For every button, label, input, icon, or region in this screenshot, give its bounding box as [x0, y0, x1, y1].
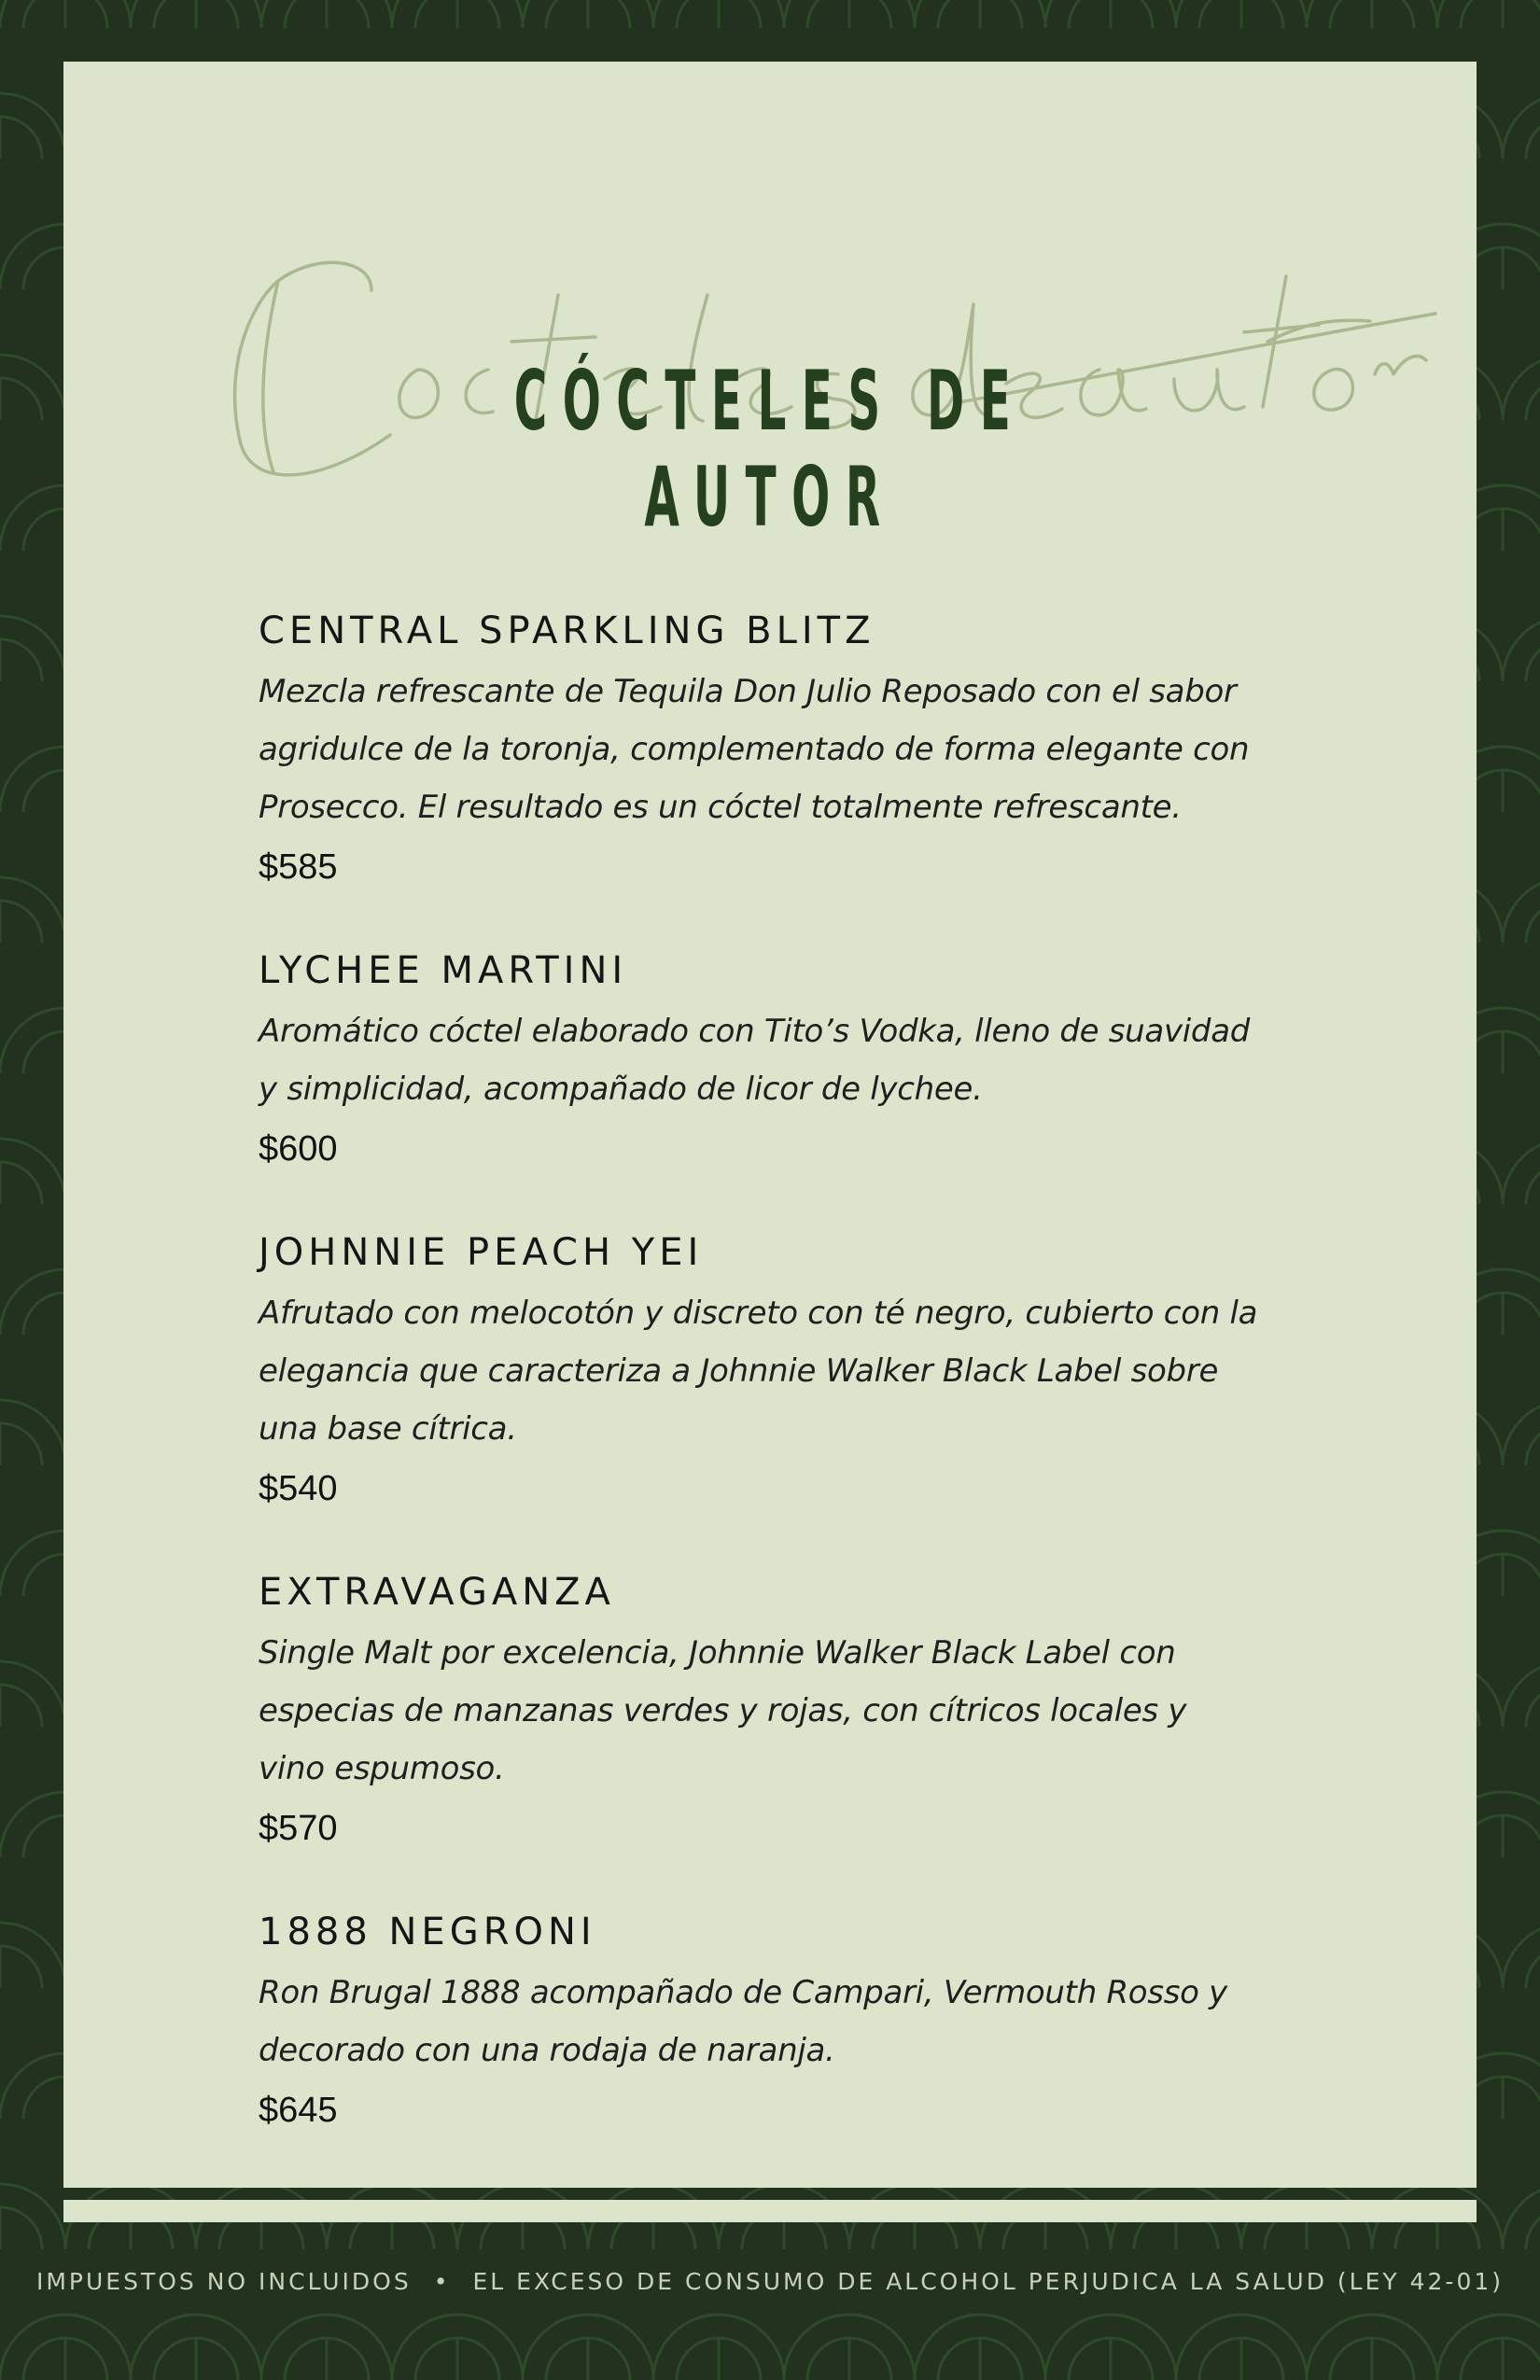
- menu-items: [259, 603, 1360, 2186]
- menu-item-description: [259, 1624, 1360, 1798]
- footer-strip: [63, 2200, 1477, 2222]
- footer-alcohol-warning: EL EXCESO DE CONSUMO DE ALCOHOL PERJUDICA LA SALUD (LEY 42-01): [472, 2268, 1505, 2295]
- menu-item-description-line: Mezcla refrescante de Tequila Don Julio Reposado con el sabor: [259, 673, 1237, 710]
- menu-item-description-line: una base cítrica.: [259, 1410, 517, 1448]
- menu-item-description-line: Ron Brugal 1888 acompañado de Campari, Vermouth Rosso y: [259, 1974, 1227, 2011]
- footer-taxes-note: IMPUESTOS NO INCLUIDOS: [35, 2268, 412, 2295]
- menu-item-description-line: y simplicidad, acompañado de licor de lychee.: [259, 1071, 983, 1108]
- menu-item-description-line: especias de manzanas verdes y rojas, con cítricos locales y: [259, 1692, 1187, 1729]
- footer-notice: [0, 2268, 1540, 2295]
- menu-item: [259, 1564, 1360, 1852]
- menu-item-price: $570: [259, 1809, 338, 1848]
- menu-item: [259, 603, 1360, 890]
- menu-item-name: 1888 NEGRONI: [259, 1911, 596, 1953]
- menu-item-description: [259, 1284, 1360, 1458]
- page-title: CÓCTELES DE AUTOR: [513, 353, 1027, 545]
- menu-item-description-line: Prosecco. El resultado es un cóctel totalmente refrescante.: [259, 789, 1182, 826]
- menu-item-price: $585: [259, 847, 338, 887]
- menu-card: [63, 62, 1477, 2188]
- menu-item-name: CENTRAL SPARKLING BLITZ: [259, 609, 875, 652]
- menu-item-description: [259, 663, 1360, 836]
- menu-item-description-line: Aromático cóctel elaborado con Tito’s Vodka, lleno de suavidad: [259, 1013, 1251, 1050]
- menu-item: [259, 943, 1360, 1172]
- menu-item: [259, 1904, 1360, 2134]
- menu-item-description: [259, 1964, 1360, 2079]
- menu-item-price: $540: [259, 1469, 338, 1508]
- menu-item-price: $645: [259, 2091, 338, 2130]
- menu-item-price: $600: [259, 1129, 338, 1169]
- menu-item: [259, 1225, 1360, 1512]
- menu-item-description-line: decorado con una rodaja de naranja.: [259, 2032, 835, 2069]
- menu-item-description-line: Afrutado con melocotón y discreto con té negro, cubierto con la: [259, 1295, 1258, 1332]
- menu-item-description-line: agridulce de la toronja, complementado de forma elegante con: [259, 731, 1250, 768]
- menu-item-name: JOHNNIE PEACH YEI: [259, 1231, 704, 1274]
- menu-item-name: EXTRAVAGANZA: [259, 1571, 615, 1614]
- menu-item-description-line: elegancia que caracteriza a Johnnie Walker Black Label sobre: [259, 1352, 1219, 1390]
- menu-item-description-line: vino espumoso.: [259, 1750, 505, 1787]
- menu-item-name: LYCHEE MARTINI: [259, 949, 628, 992]
- menu-item-description: [259, 1002, 1360, 1118]
- title-area: [63, 62, 1477, 547]
- menu-item-description-line: Single Malt por excelencia, Johnnie Walker Black Label con: [259, 1634, 1176, 1672]
- footer-separator: •: [433, 2268, 451, 2295]
